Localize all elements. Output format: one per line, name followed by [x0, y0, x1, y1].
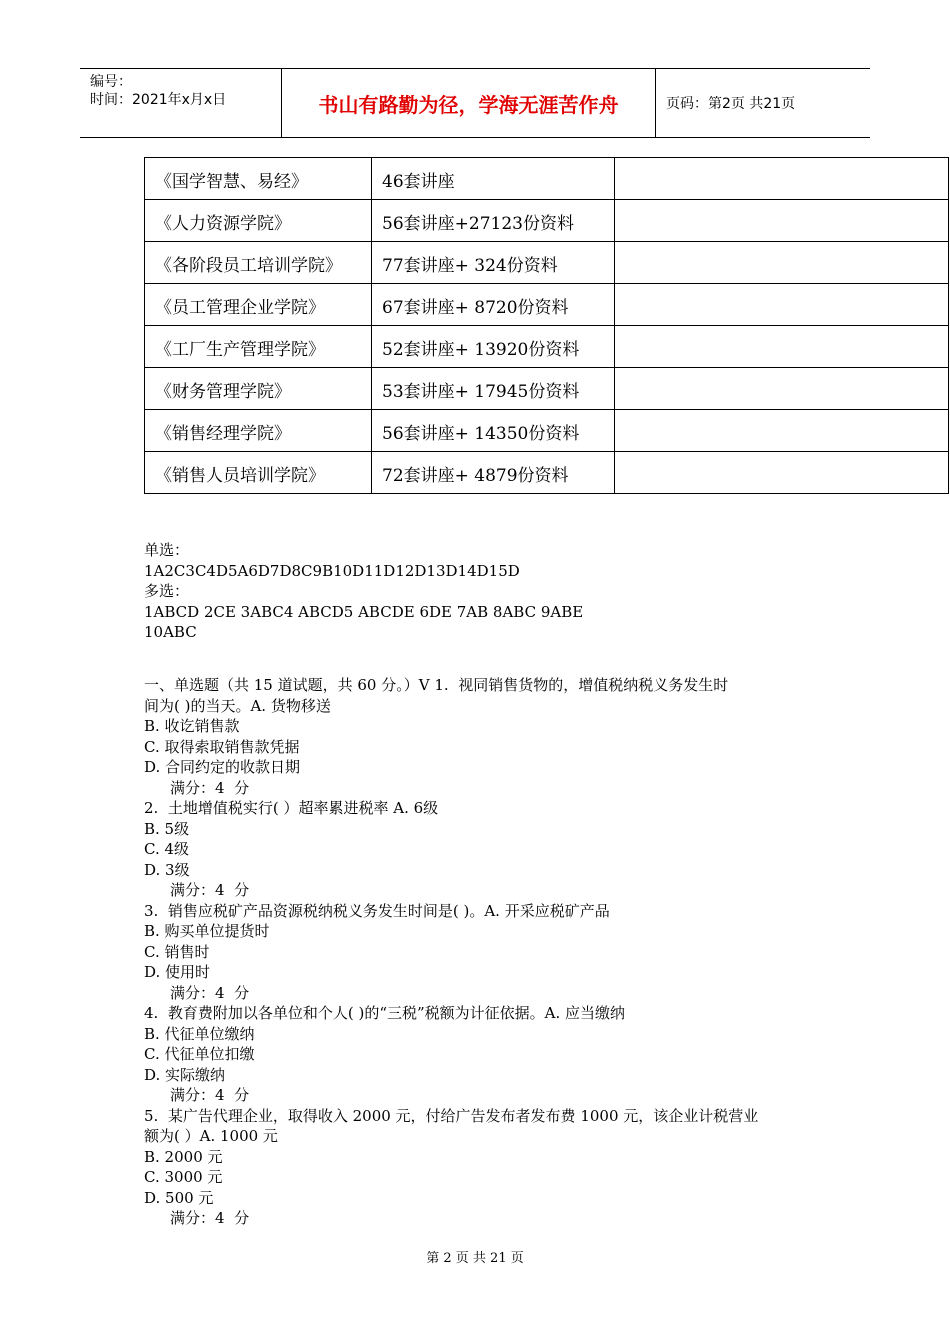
table-row: [145, 158, 949, 200]
question-stem: 额为( ）A. 1000 元: [144, 1127, 278, 1145]
table-cell: 46套讲座: [372, 158, 615, 200]
table-cell: [615, 284, 949, 326]
header-divider: [655, 69, 656, 137]
table-cell: 《各阶段员工培训学院》: [145, 242, 372, 284]
single-choice-label: 单选：: [144, 541, 190, 559]
option: D. 实际缴纳: [144, 1065, 226, 1084]
code-label: 编号：: [90, 74, 132, 90]
question-section: [144, 675, 758, 1229]
score-line: 满分：4 分: [170, 1209, 250, 1227]
question-stem: 2. 土地增值税实行( ）超率累进税率 A. 6级: [144, 799, 439, 817]
table-row: [145, 452, 949, 494]
table-row: [145, 326, 949, 368]
option: D. 3级: [144, 860, 190, 879]
table-cell: [615, 326, 949, 368]
table-cell: 《工厂生产管理学院》: [145, 326, 372, 368]
table-cell: 53套讲座+ 17945份资料: [372, 368, 615, 410]
table-cell: 56套讲座+27123份资料: [372, 200, 615, 242]
option: B. 代征单位缴纳: [144, 1024, 255, 1043]
table-cell: 《人力资源学院》: [145, 200, 372, 242]
table-cell: [615, 452, 949, 494]
option: B. 购买单位提货时: [144, 922, 270, 940]
page-indicator: 页码：第2页 共21页: [666, 96, 796, 112]
table-cell: 《销售经理学院》: [145, 410, 372, 452]
option: C. 销售时: [144, 942, 210, 961]
option: D. 使用时: [144, 963, 211, 981]
score-line: 满分：4 分: [170, 881, 250, 899]
resource-table: [144, 157, 949, 494]
table-cell: [615, 158, 949, 200]
table-cell: 《财务管理学院》: [145, 368, 372, 410]
multi-choice-answers: 10ABC: [144, 623, 197, 641]
table-cell: 77套讲座+ 324份资料: [372, 242, 615, 284]
table-cell: 72套讲座+ 4879份资料: [372, 452, 615, 494]
multi-choice-answers: 1ABCD 2CE 3ABC4 ABCD5 ABCDE 6DE 7AB 8ABC 9ABE: [144, 602, 584, 621]
page-footer: 第 2 页 共 21 页: [426, 1251, 524, 1266]
option: C. 4级: [144, 840, 190, 858]
score-line: 满分：4 分: [170, 778, 250, 797]
option: C. 取得索取销售款凭据: [144, 737, 300, 756]
table-cell: 56套讲座+ 14350份资料: [372, 410, 615, 452]
score-line: 满分：4 分: [170, 983, 250, 1002]
option: B. 收讫销售款: [144, 717, 240, 735]
header-motto: 书山有路勤为径，学海无涯苦作舟: [318, 92, 619, 117]
table-cell: 67套讲座+ 8720份资料: [372, 284, 615, 326]
option: B. 2000 元: [144, 1147, 223, 1166]
table-row: [145, 368, 949, 410]
option: B. 5级: [144, 819, 190, 838]
option: D. 合同约定的收款日期: [144, 758, 301, 776]
time-label: 时间：2021年x月x日: [90, 92, 227, 108]
question-stem: 3. 销售应税矿产品资源税纳税义务发生时间是( )。A. 开采应税矿产品: [144, 901, 610, 920]
question-stem: 4. 教育费附加以各单位和个人( )的“三税”税额为计征依据。A. 应当缴纳: [144, 1004, 626, 1022]
single-choice-answers: 1A2C3C4D5A6D7D8C9B10D11D12D13D14D15D: [144, 561, 520, 580]
answer-key: [144, 540, 583, 643]
page-header: [80, 68, 870, 138]
option: C. 3000 元: [144, 1168, 223, 1186]
table-cell: 《国学智慧、易经》: [145, 158, 372, 200]
header-meta: [90, 73, 226, 109]
score-line: 满分：4 分: [170, 1086, 250, 1104]
table-cell: 《销售人员培训学院》: [145, 452, 372, 494]
option: C. 代征单位扣缴: [144, 1045, 255, 1063]
table-cell: 52套讲座+ 13920份资料: [372, 326, 615, 368]
question-stem: 5. 某广告代理企业，取得收入 2000 元，付给广告发布者发布费 1000 元，该企业计税营业: [144, 1106, 759, 1125]
table-cell: [615, 410, 949, 452]
table-cell: [615, 368, 949, 410]
question-stem: 间为( )的当天。A. 货物移送: [144, 696, 331, 715]
table-row: [145, 200, 949, 242]
section-heading: 一、单选题（共 15 道试题，共 60 分。）V 1. 视同销售货物的，增值税纳税义务发生时: [144, 676, 729, 694]
table-cell: 《员工管理企业学院》: [145, 284, 372, 326]
multi-choice-label: 多选：: [144, 582, 190, 600]
table-row: [145, 242, 949, 284]
table-cell: [615, 242, 949, 284]
table-row: [145, 284, 949, 326]
option: D. 500 元: [144, 1188, 214, 1207]
table-row: [145, 410, 949, 452]
table-cell: [615, 200, 949, 242]
